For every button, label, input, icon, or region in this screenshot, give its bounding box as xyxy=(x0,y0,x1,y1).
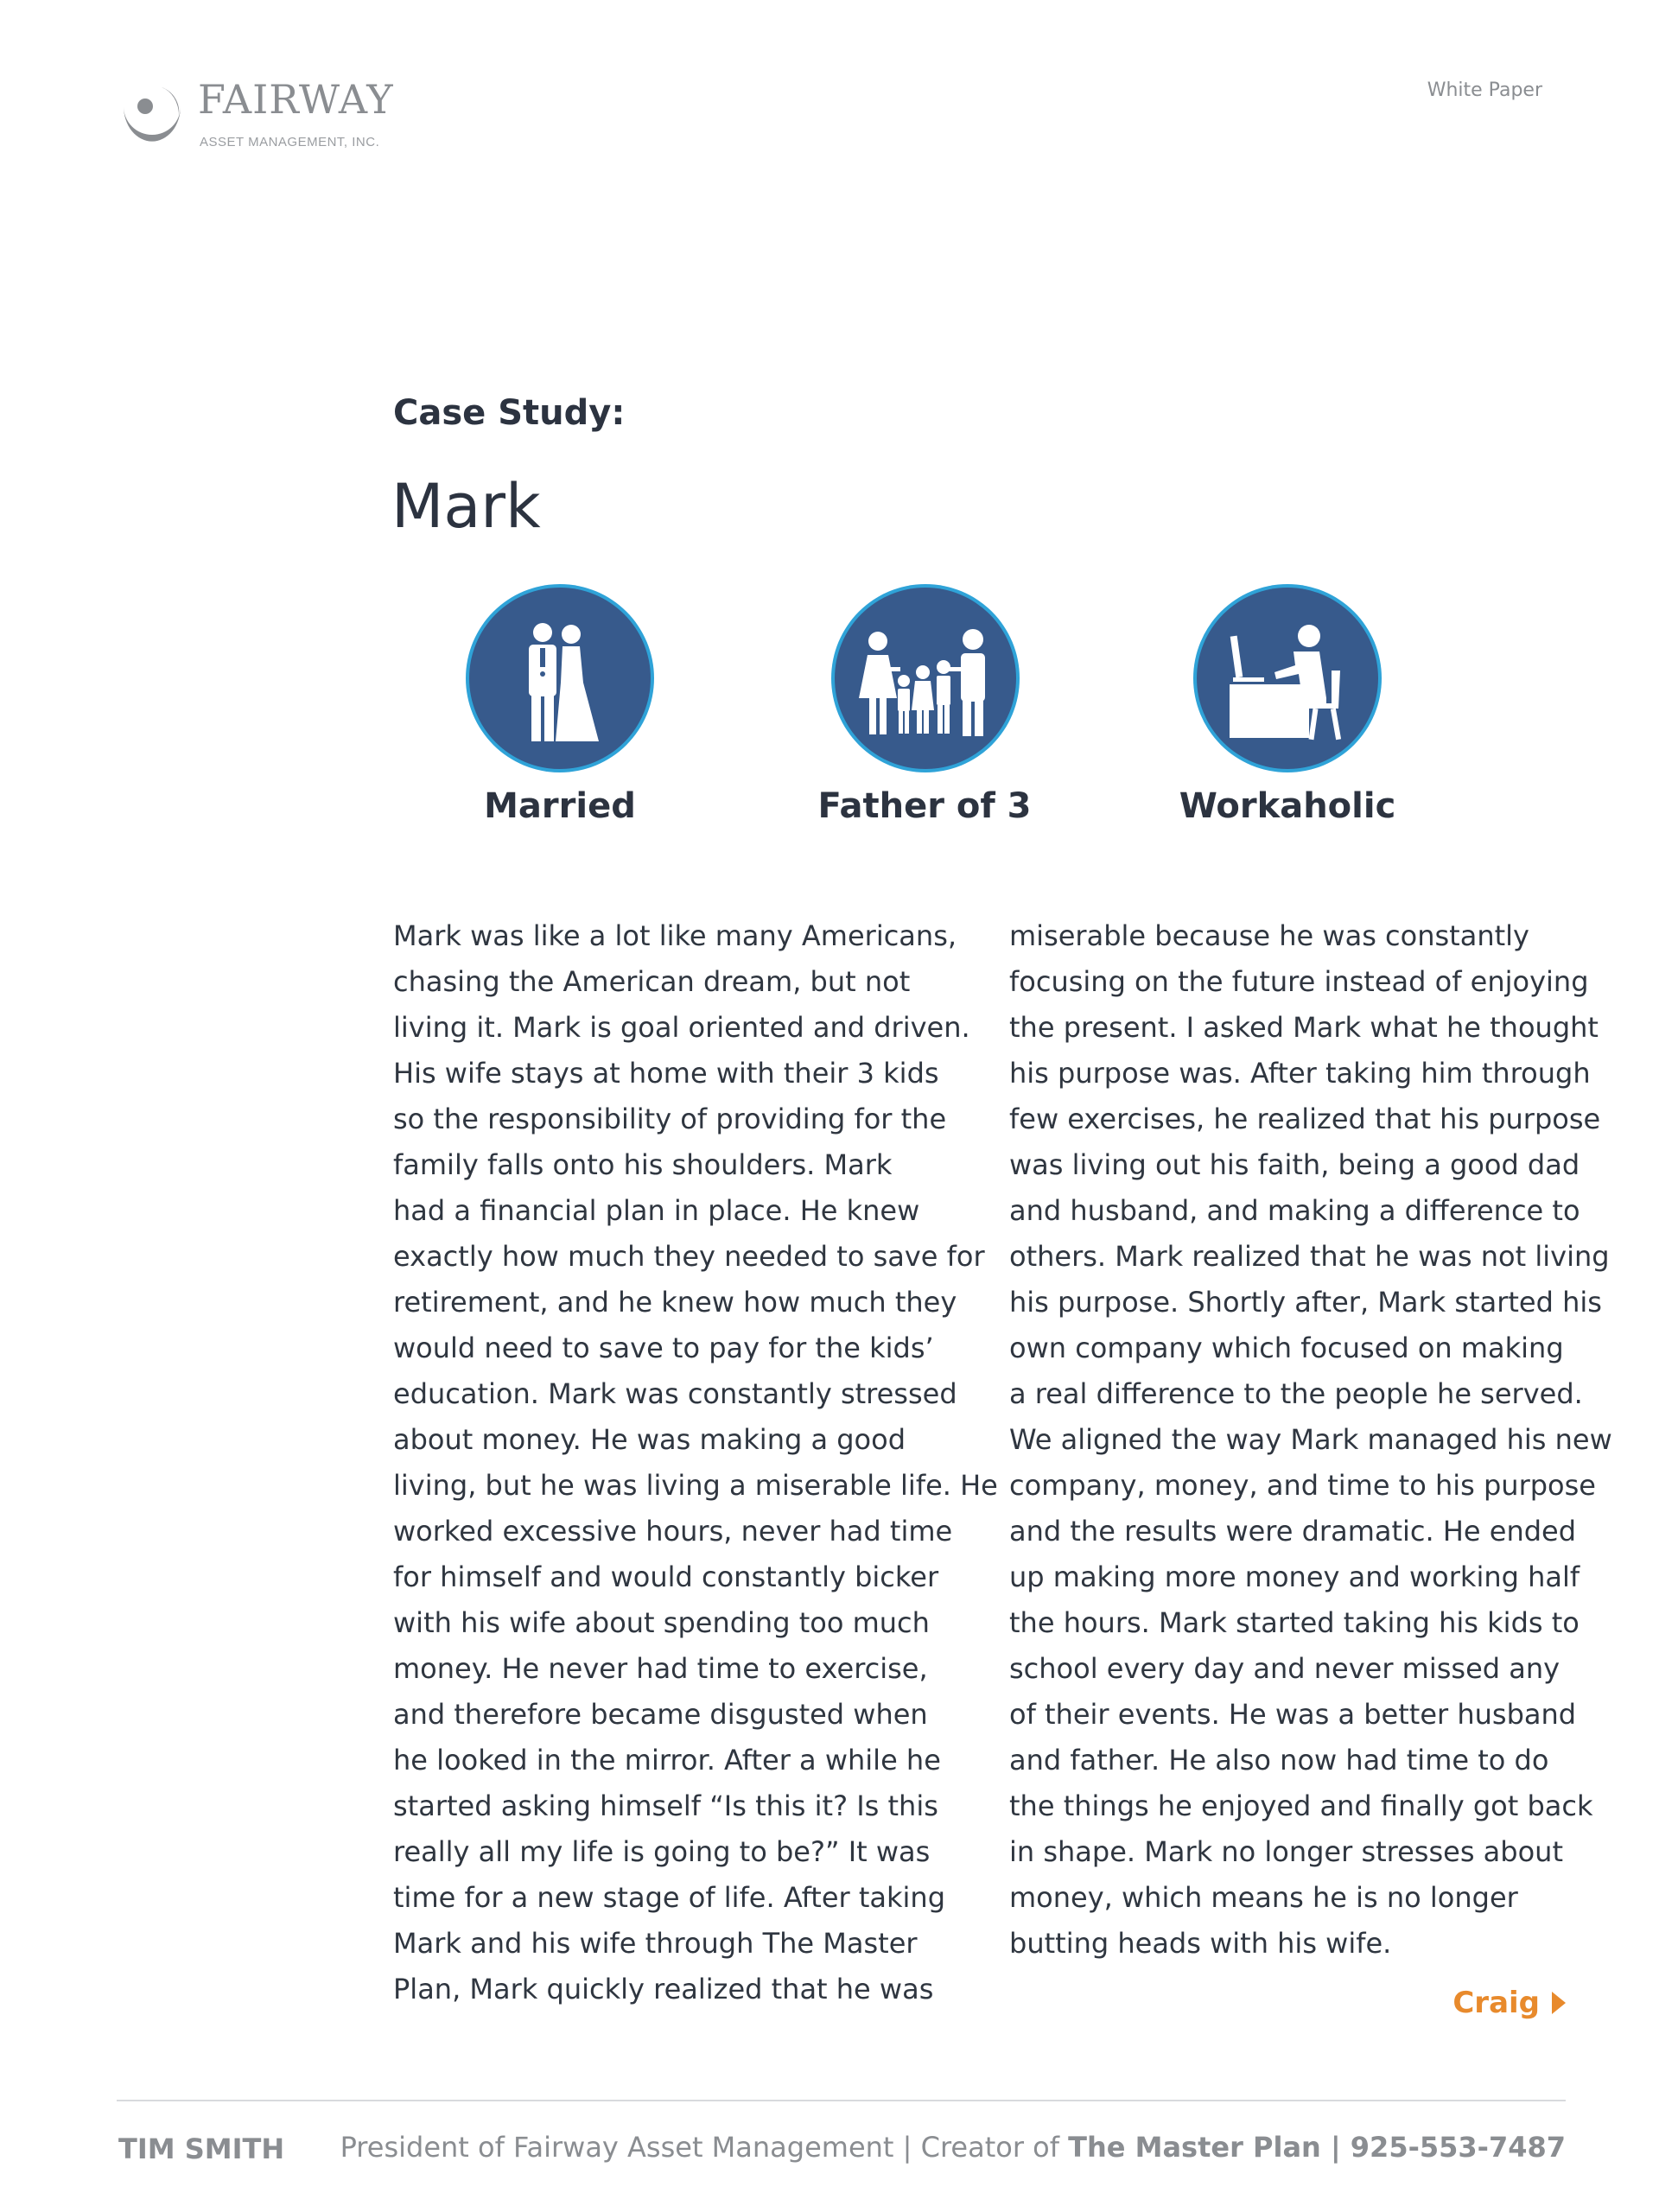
case-study-name: Mark xyxy=(391,471,541,542)
family-icon xyxy=(835,588,1016,769)
body-text-line: His wife stays at home with their 3 kids xyxy=(393,1057,939,1090)
body-text-line: started asking himself “Is this it? Is this xyxy=(393,1789,938,1822)
trait-label-father: Father of 3 xyxy=(817,786,1032,826)
body-text-line: and the results were dramatic. He ended xyxy=(1009,1515,1577,1548)
body-text-line: a real difference to the people he served. xyxy=(1009,1377,1583,1410)
body-text-line: in shape. Mark no longer stresses about xyxy=(1009,1835,1563,1868)
body-text-line: exactly how much they needed to save for xyxy=(393,1240,985,1273)
person-at-desk-icon xyxy=(1197,588,1378,769)
body-text-line: really all my life is going to be?” It was xyxy=(393,1835,931,1868)
body-text-line: school every day and never missed any xyxy=(1009,1652,1560,1685)
body-text-line: and husband, and making a difference to xyxy=(1009,1194,1580,1227)
footer-divider xyxy=(117,2100,1566,2101)
footer-author-info xyxy=(340,2131,1566,2164)
document-type: White Paper xyxy=(1427,79,1542,101)
trait-label-married: Married xyxy=(484,786,636,826)
body-text-line: with his wife about spending too much xyxy=(393,1606,930,1639)
body-text-line: the present. I asked Mark what he thought xyxy=(1009,1011,1599,1044)
logo-name: FAIRWAY xyxy=(198,76,394,123)
footer-phone: | 925-553-7487 xyxy=(1320,2131,1566,2164)
body-text-line: others. Mark realized that he was not living xyxy=(1009,1240,1610,1273)
body-text-line: so the responsibility of providing for the xyxy=(393,1103,947,1135)
logo-subtitle: ASSET MANAGEMENT, INC. xyxy=(200,135,380,149)
body-text-line: own company which focused on making xyxy=(1009,1332,1564,1364)
next-case-link[interactable] xyxy=(1452,1986,1566,2020)
body-text-line: up making more money and working half xyxy=(1009,1560,1580,1593)
body-text-line: focusing on the future instead of enjoying xyxy=(1009,965,1589,998)
footer-program: The Master Plan xyxy=(1068,2131,1321,2164)
fairway-logo-icon xyxy=(117,80,188,151)
body-text-line: Mark was like a lot like many Americans, xyxy=(393,919,957,952)
body-text-line: the hours. Mark started taking his kids to xyxy=(1009,1606,1580,1639)
body-text-line: and father. He also now had time to do xyxy=(1009,1744,1549,1777)
footer-title: President of Fairway Asset Management | Creator of xyxy=(340,2131,1069,2164)
trait-label-workaholic: Workaholic xyxy=(1179,786,1396,826)
body-text-line: the things he enjoyed and finally got back xyxy=(1009,1789,1593,1822)
next-case-label[interactable]: Craig xyxy=(1452,1986,1540,2020)
body-text-line: he looked in the mirror. After a while he xyxy=(393,1744,941,1777)
body-text-line: of their events. He was a better husband xyxy=(1009,1698,1577,1731)
body-text-line: miserable because he was constantly xyxy=(1009,919,1529,952)
body-text-line: had a financial plan in place. He knew xyxy=(393,1194,920,1227)
case-study-label: Case Study: xyxy=(393,393,626,433)
body-text-line: education. Mark was constantly stressed xyxy=(393,1377,957,1410)
body-text-line: his purpose was. After taking him through xyxy=(1009,1057,1591,1090)
body-text-line: his purpose. Shortly after, Mark started his xyxy=(1009,1286,1602,1319)
body-text-line: money, which means he is no longer xyxy=(1009,1881,1518,1914)
body-text-line: living it. Mark is goal oriented and driven. xyxy=(393,1011,970,1044)
body-text-line: We aligned the way Mark managed his new xyxy=(1009,1423,1612,1456)
body-text-line: about money. He was making a good xyxy=(393,1423,906,1456)
body-text-line: Mark and his wife through The Master xyxy=(393,1927,918,1960)
body-left-column xyxy=(393,913,998,2012)
footer-author-name: TIM SMITH xyxy=(118,2133,285,2165)
play-arrow-icon xyxy=(1552,1992,1566,2014)
body-text-line: chasing the American dream, but not xyxy=(393,965,911,998)
body-text-line: worked excessive hours, never had time xyxy=(393,1515,953,1548)
body-text-line: few exercises, he realized that his purpose xyxy=(1009,1103,1601,1135)
body-right-column xyxy=(1009,913,1612,1967)
body-text-line: would need to save to pay for the kids’ xyxy=(393,1332,934,1364)
body-text-line: Plan, Mark quickly realized that he was xyxy=(393,1973,934,2005)
body-text-line: butting heads with his wife. xyxy=(1009,1927,1392,1960)
body-text-line: company, money, and time to his purpose xyxy=(1009,1469,1596,1502)
body-text-line: money. He never had time to exercise, xyxy=(393,1652,928,1685)
body-text-line: was living out his faith, being a good dad xyxy=(1009,1148,1580,1181)
wedding-couple-icon xyxy=(469,588,651,769)
body-text-line: living, but he was living a miserable life. He xyxy=(393,1469,998,1502)
body-text-line: family falls onto his shoulders. Mark xyxy=(393,1148,893,1181)
body-text-line: retirement, and he knew how much they xyxy=(393,1286,957,1319)
body-text-line: for himself and would constantly bicker xyxy=(393,1560,939,1593)
body-text-line: time for a new stage of life. After taking xyxy=(393,1881,946,1914)
body-text-line: and therefore became disgusted when xyxy=(393,1698,928,1731)
company-logo xyxy=(117,76,393,158)
